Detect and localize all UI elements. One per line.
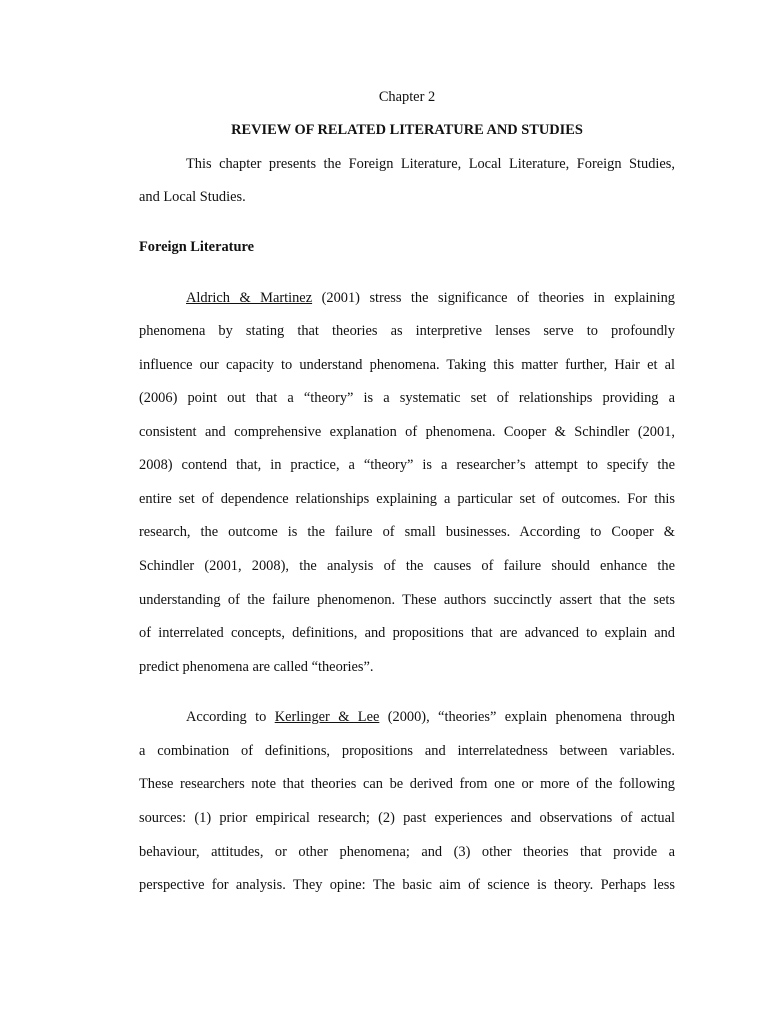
paragraph-line: sources: (1) prior empirical research; (2) past experiences and observations of actual [139,810,675,826]
paragraph-line: understanding of the failure phenomenon. These authors succinctly assert that the sets [139,592,675,608]
paragraph-text: (2000), “theories” explain phenomena through [379,709,675,725]
chapter-label: Chapter 2 [378,89,436,105]
intro-line: and Local Studies. [139,189,246,205]
paragraph-line: Schindler (2001, 2008), the analysis of the causes of failure should enhance the [139,558,675,574]
paragraph-line: 2008) contend that, in practice, a “theory” is a researcher’s attempt to specify the [139,457,675,473]
page-title: REVIEW OF RELATED LITERATURE AND STUDIES [231,122,583,138]
paragraph-text: (2001) stress the significance of theories in explaining [312,290,675,306]
paragraph-line: influence our capacity to understand phenomena. Taking this matter further, Hair et al [139,357,675,373]
section-heading: Foreign Literature [139,239,254,255]
paragraph-line [186,289,675,307]
paragraph-line: a combination of definitions, propositions and interrelatedness between variables. [139,743,675,759]
paragraph-line: (2006) point out that a “theory” is a systematic set of relationships providing a [139,390,675,406]
paragraph-text: According to [186,709,275,725]
author-citation: Kerlinger & Lee [274,709,380,725]
paragraph-line: behaviour, attitudes, or other phenomena; and (3) other theories that provide a [139,844,675,860]
paragraph-line: phenomena by stating that theories as interpretive lenses serve to profoundly [139,323,675,339]
paragraph-line: predict phenomena are called “theories”. [139,659,374,675]
paragraph-line: research, the outcome is the failure of small businesses. According to Cooper & [139,524,675,540]
paragraph-line: perspective for analysis. They opine: The basic aim of science is theory. Perhaps less [139,877,675,893]
paragraph-line: consistent and comprehensive explanation of phenomena. Cooper & Schindler (2001, [139,424,675,440]
paragraph-line: entire set of dependence relationships explaining a particular set of outcomes. For this [139,491,675,507]
paragraph-line: These researchers note that theories can be derived from one or more of the following [139,776,675,792]
intro-line: This chapter presents the Foreign Literature, Local Literature, Foreign Studies, [186,156,675,172]
paragraph-line [186,708,675,726]
author-citation: Aldrich & Martinez [186,290,313,306]
paragraph-line: of interrelated concepts, definitions, and propositions that are advanced to explain and [139,625,675,641]
